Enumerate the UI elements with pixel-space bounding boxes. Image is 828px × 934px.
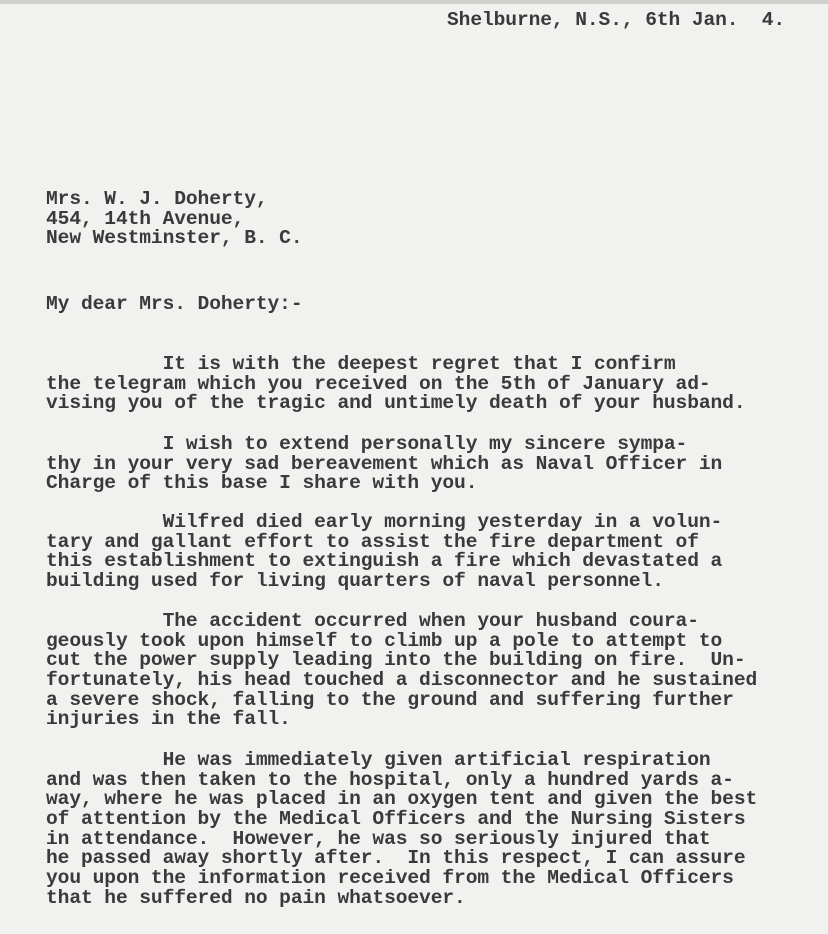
address-line: 454, 14th Avenue, <box>46 207 245 230</box>
text-line: Charge of this base I share with you. <box>46 472 478 495</box>
text-line: of attention by the Medical Officers and the Nursing Sisters <box>46 808 746 831</box>
text-line: Wilfred died early morning yesterday in a volun- <box>46 511 723 533</box>
text-line: he passed away shortly after. In this respect, I can assure <box>46 847 746 870</box>
dateline: Shelburne, N.S., 6th Jan. 4. <box>447 9 786 31</box>
text-line: He was immediately given artificial respiration <box>46 749 711 771</box>
paragraph-4 <box>46 612 757 730</box>
address-line: Mrs. W. J. Doherty, <box>46 188 268 210</box>
text-line: injuries in the fall. <box>46 708 291 731</box>
paragraph-5 <box>46 751 757 909</box>
text-line: you upon the information received from the Medical Officers <box>46 867 734 890</box>
paragraph-1 <box>46 355 746 414</box>
text-line: I wish to extend personally my sincere sympa- <box>46 433 688 455</box>
paragraph-2 <box>46 435 722 494</box>
text-line: geously took upon himself to climb up a pole to attempt to <box>46 629 723 652</box>
text-line: way, where he was placed in an oxygen tent and given the best <box>46 788 758 811</box>
page-edge <box>0 0 828 4</box>
text-line: that he suffered no pain whatsoever. <box>46 886 466 909</box>
text-line: building used for living quarters of naval personnel. <box>46 570 664 593</box>
recipient-address <box>46 190 302 249</box>
text-line: and was then taken to the hospital, only a hundred yards a- <box>46 768 734 791</box>
text-line: a severe shock, falling to the ground and suffering further <box>46 688 734 711</box>
address-line: New Westminster, B. C. <box>46 227 303 250</box>
text-line: tary and gallant effort to assist the fire department of <box>46 530 699 553</box>
salutation: My dear Mrs. Doherty:- <box>46 293 303 315</box>
text-line: the telegram which you received on the 5th of January ad- <box>46 372 711 395</box>
text-line: thy in your very sad bereavement which as Naval Officer in <box>46 452 723 475</box>
text-line: vising you of the tragic and untimely death of your husband. <box>46 392 746 415</box>
text-line: It is with the deepest regret that I confirm <box>46 353 676 375</box>
text-line: in attendance. However, he was so seriously injured that <box>46 827 711 850</box>
paragraph-3 <box>46 513 722 592</box>
text-line: this establishment to extinguish a fire which devastated a <box>46 550 723 573</box>
text-line: fortunately, his head touched a disconnector and he sustained <box>46 669 758 692</box>
text-line: The accident occurred when your husband coura- <box>46 610 699 632</box>
text-line: cut the power supply leading into the building on fire. Un- <box>46 649 746 672</box>
